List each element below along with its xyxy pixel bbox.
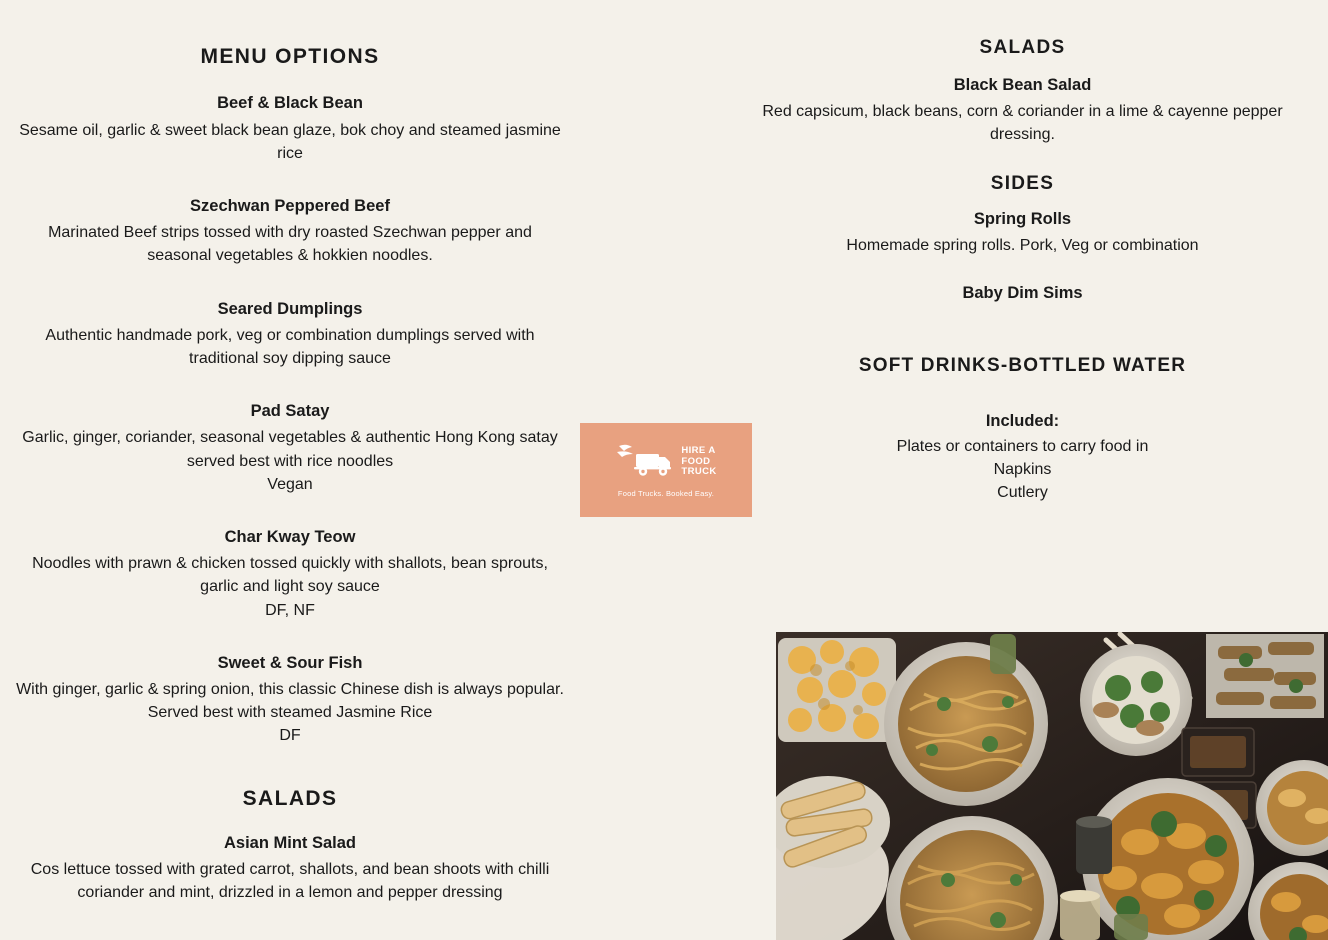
menu-item bbox=[0, 652, 580, 748]
included-item: Cutlery bbox=[997, 483, 1048, 501]
logo-wordmark bbox=[681, 446, 716, 479]
menu-options-heading: MENU OPTIONS bbox=[200, 45, 380, 68]
menu-item-name: Pad Satay bbox=[250, 402, 330, 421]
menu-item-name: Black Bean Salad bbox=[953, 75, 1092, 94]
logo-lockup bbox=[615, 443, 716, 482]
logo-line-1: HIRE A bbox=[681, 444, 716, 456]
menu-item-name: Seared Dumplings bbox=[217, 299, 363, 318]
menu-item-description: Red capsicum, black beans, corn & coriander in a lime & cayenne pepper dressing. bbox=[762, 103, 1283, 144]
menu-item bbox=[0, 400, 580, 496]
soft-drinks-heading: SOFT DRINKS-BOTTLED WATER bbox=[858, 354, 1187, 376]
menu-item-name: Sweet & Sour Fish bbox=[217, 653, 363, 672]
menu-item-dietary-tags: DF bbox=[279, 727, 301, 745]
menu-item-description: Homemade spring rolls. Pork, Veg or combination bbox=[846, 237, 1199, 255]
included-title: Included: bbox=[985, 411, 1060, 430]
logo-tagline: Food Trucks. Booked Easy. bbox=[617, 488, 715, 498]
food-spread-photo bbox=[776, 632, 1328, 940]
sides-heading: SIDES bbox=[990, 173, 1055, 195]
logo-line-2: FOOD bbox=[681, 455, 711, 467]
menu-item-dietary-tags: Vegan bbox=[267, 475, 313, 493]
menu-item-name: Char Kway Teow bbox=[224, 528, 356, 546]
menu-item bbox=[0, 298, 580, 371]
left-column bbox=[0, 0, 580, 905]
included-block bbox=[750, 412, 1295, 505]
right-salads-heading: SALADS bbox=[979, 37, 1066, 58]
right-column bbox=[750, 0, 1295, 504]
menu-item-name: Spring Rolls bbox=[973, 210, 1072, 229]
menu-item bbox=[750, 74, 1295, 147]
left-salads-heading: SALADS bbox=[242, 786, 338, 810]
logo-line-3: TRUCK bbox=[681, 466, 717, 478]
menu-item-dietary-tags: DF, NF bbox=[265, 601, 315, 619]
menu-item-name: Asian Mint Salad bbox=[223, 833, 357, 852]
menu-item bbox=[0, 92, 580, 165]
included-item: Napkins bbox=[993, 460, 1052, 478]
menu-item-description: Garlic, ginger, coriander, seasonal vegetables & authentic Hong Kong satay served best with rice noodles bbox=[22, 429, 558, 470]
menu-item bbox=[0, 195, 580, 268]
included-item: Plates or containers to carry food in bbox=[896, 437, 1149, 455]
menu-item-description: Cos lettuce tossed with grated carrot, shallots, and bean shoots with chilli coriander and mint, drizzled in a lemon and pepper dressing bbox=[30, 861, 550, 902]
menu-item-description: Sesame oil, garlic & sweet black bean glaze, bok choy and steamed jasmine rice bbox=[19, 121, 561, 162]
menu-item-description: Noodles with prawn & chicken tossed quickly with shallots, bean sprouts, garlic and light soy sauce bbox=[32, 555, 548, 596]
menu-item bbox=[750, 208, 1295, 257]
menu-item-name: Beef & Black Bean bbox=[217, 94, 363, 113]
menu-item bbox=[0, 832, 580, 905]
menu-item-description: Authentic handmade pork, veg or combination dumplings served with traditional soy dipping sauce bbox=[45, 326, 535, 367]
menu-item-name: Baby Dim Sims bbox=[962, 283, 1083, 302]
menu-item-description: With ginger, garlic & spring onion, this classic Chinese dish is always popular. Served best with steamed Jasmine Rice bbox=[16, 681, 564, 722]
hire-a-food-truck-logo bbox=[580, 423, 752, 517]
menu-item-name: Szechwan Peppered Beef bbox=[190, 196, 390, 215]
menu-item bbox=[0, 526, 580, 622]
menu-item-description: Marinated Beef strips tossed with dry roasted Szechwan pepper and seasonal vegetables & hokkien noodles. bbox=[48, 224, 532, 265]
menu-item bbox=[750, 282, 1295, 304]
food-truck-icon bbox=[615, 443, 675, 482]
